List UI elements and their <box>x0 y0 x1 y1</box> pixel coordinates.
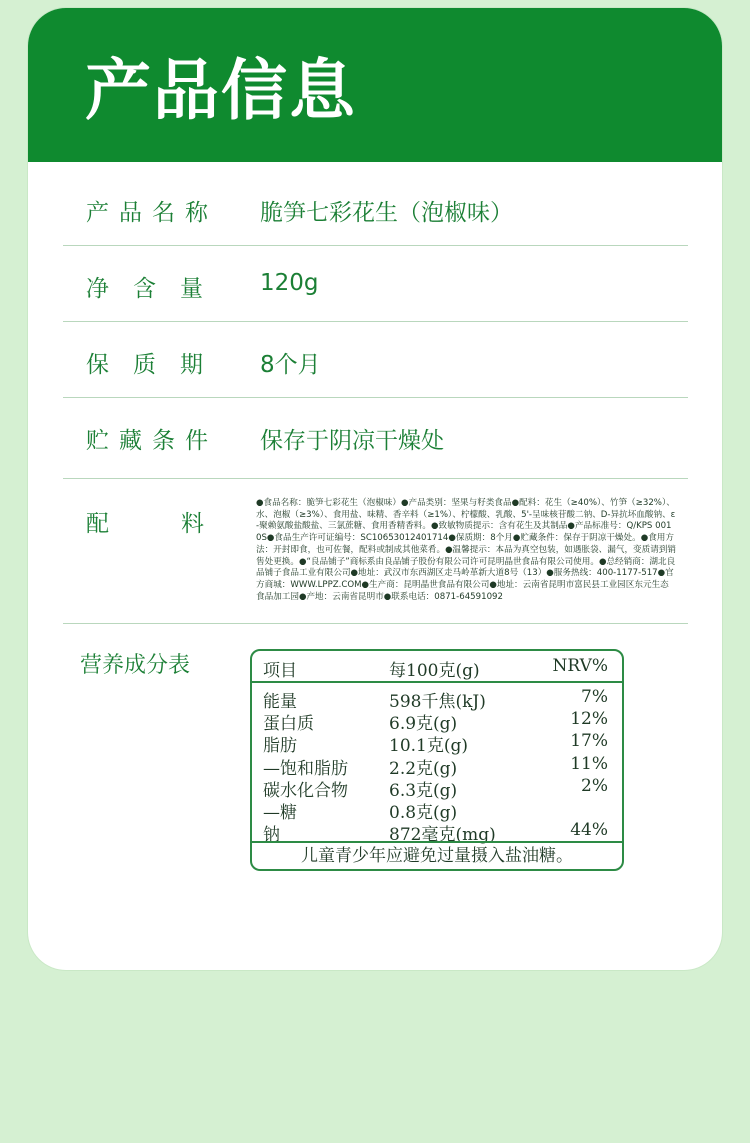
divider <box>63 478 688 479</box>
info-label: 贮藏条件 <box>86 428 218 454</box>
info-row-storage <box>63 422 688 462</box>
row-nrv: 17% <box>570 731 608 752</box>
info-value: 脆笋七彩花生（泡椒味） <box>260 200 513 226</box>
info-label: 配料 <box>86 511 276 537</box>
header-amount: 每100克(g) <box>389 661 480 681</box>
page-title: 产品信息 <box>85 52 357 129</box>
row-amount: 872毫克(mg) <box>389 825 496 846</box>
info-value: 保存于阴凉干燥处 <box>260 428 444 454</box>
divider <box>63 321 688 322</box>
row-item: 脂肪 <box>263 736 297 757</box>
info-row-name <box>63 194 688 234</box>
row-amount: 6.9克(g) <box>389 714 458 735</box>
divider <box>63 623 688 624</box>
info-value: 120g <box>260 270 319 296</box>
nutrition-footer-note: 儿童青少年应避免过量摄入盐油糖。 <box>252 841 622 869</box>
nutrition-table-header <box>252 651 622 683</box>
row-item: 蛋白质 <box>263 714 314 735</box>
row-amount: 598千焦(kJ) <box>389 692 486 712</box>
info-label: 保质期 <box>86 352 227 378</box>
row-nrv: 7% <box>581 687 608 707</box>
row-amount: 0.8克(g) <box>389 802 458 823</box>
row-amount: 10.1克(g) <box>389 736 468 757</box>
table-row <box>252 753 622 779</box>
row-item: 能量 <box>263 692 297 712</box>
table-row <box>252 709 622 735</box>
header-item: 项目 <box>263 661 297 681</box>
product-info-card <box>28 8 722 970</box>
info-label: 产品名称 <box>86 200 218 226</box>
table-row <box>252 687 622 712</box>
ingredients-text: ●食品名称：脆笋七彩花生（泡椒味）●产品类别：坚果与籽类食品●配料：花生（≥40%）、竹笋（≥32%）、水、泡椒（≥3%）、食用盐、味精、香辛料（≥1%）、柠檬酸、乳酸、5'-呈味核苷酸二钠、D-异抗坏血酸钠、ε-聚赖氨酸盐酸盐、三氯蔗糖、食用香精香料。●致敏物质提示：含有花生及其制品●产品标准号：Q/KPS 0010S●食品生产许可证编号：SC10653012401714●保质期：8个月●贮藏条件：保存于阴凉干燥处。●食用方法：开封即食，也可佐餐，配料或制成其他菜肴。●温馨提示：本品为真空包装，如遇胀袋、漏气，变质请到销售处更换。●“良品铺子”商标系由良品铺子股份有限公司许可昆明晶世食品有限公司使用。●总经销商：湖北良品铺子食品工业有限公司●地址：武汉市东西湖区走马岭革新大道8号（13）●服务热线：400-1177-517●官方商城：WWW.LPPZ.COM●生产商：昆明晶世食品有限公司●地址：云南省昆明市富民县工业园区东元生态食品加工园●产地：云南省昆明市●联系电话：0871-64591092 <box>256 498 677 602</box>
row-amount: 2.2克(g) <box>389 758 458 779</box>
row-nrv: 12% <box>570 709 608 730</box>
row-item: 碳水化合物 <box>263 780 348 801</box>
divider <box>63 397 688 398</box>
row-item: 钠 <box>263 825 280 846</box>
table-row <box>252 731 622 757</box>
nutrition-section-title: 营养成分表 <box>80 653 191 678</box>
row-amount: 6.3克(g) <box>389 780 458 801</box>
nutrition-rows <box>252 687 622 846</box>
info-value: 8个月 <box>260 352 321 378</box>
header-banner <box>28 8 722 162</box>
divider <box>63 245 688 246</box>
info-row-shelf-life <box>63 346 688 386</box>
row-nrv: 2% <box>581 775 608 796</box>
nutrition-table <box>250 649 624 871</box>
info-label: 净含量 <box>86 276 227 302</box>
row-nrv: 11% <box>570 753 608 774</box>
row-item: —饱和脂肪 <box>263 758 348 779</box>
table-row <box>252 820 622 846</box>
info-row-net-content <box>63 270 688 310</box>
row-item: —糖 <box>263 802 297 823</box>
table-row <box>252 775 622 801</box>
row-nrv: 44% <box>570 820 608 841</box>
header-nrv: NRV% <box>552 656 608 676</box>
table-row <box>252 798 622 823</box>
